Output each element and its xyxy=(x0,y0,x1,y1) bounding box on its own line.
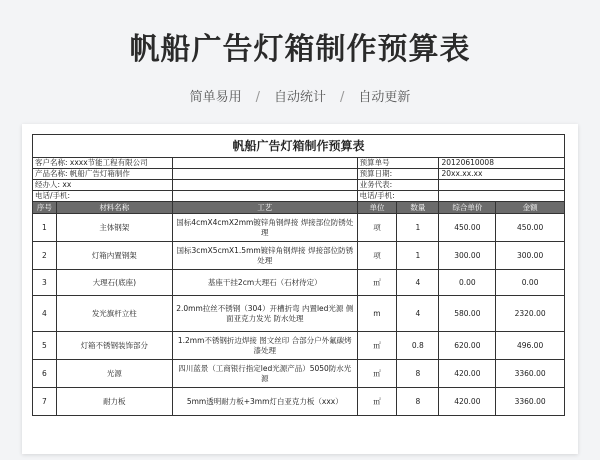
table-row xyxy=(33,214,565,242)
quantity: 1 xyxy=(397,214,439,242)
unit-price: 620.00 xyxy=(439,332,496,360)
table-header xyxy=(33,202,565,214)
info-label: 电话/手机: xyxy=(357,191,439,202)
unit: 项 xyxy=(357,242,397,270)
material-name: 耐力板 xyxy=(56,388,172,416)
info-row xyxy=(33,169,565,180)
material-name: 大理石(底座) xyxy=(56,270,172,296)
row-number: 4 xyxy=(33,296,57,332)
unit-price: 300.00 xyxy=(439,242,496,270)
table-row xyxy=(33,332,565,360)
row-number: 6 xyxy=(33,360,57,388)
info-row xyxy=(33,158,565,169)
row-number: 5 xyxy=(33,332,57,360)
column-header: 材料名称 xyxy=(56,202,172,214)
info-label: 电话/手机: xyxy=(33,191,173,202)
craft-description: 1.2mm不锈钢折边焊接 图文丝印 合部分户外氟碳烤漆处理 xyxy=(172,332,357,360)
craft-description: 2.0mm拉丝不锈钢（304）开槽折弯 内置led光源 侧面亚克力发光 防水处理 xyxy=(172,296,357,332)
info-value xyxy=(172,191,357,202)
page-title: 帆船广告灯箱制作预算表 xyxy=(129,32,471,67)
sheet-title: 帆船广告灯箱制作预算表 xyxy=(33,135,565,158)
material-name: 发光旗杆立柱 xyxy=(56,296,172,332)
unit: ㎡ xyxy=(357,270,397,296)
unit: 项 xyxy=(357,214,397,242)
feature-tag: 自动更新 xyxy=(358,90,411,105)
row-number: 1 xyxy=(33,214,57,242)
feature-tags xyxy=(0,86,600,105)
table-row xyxy=(33,360,565,388)
quantity: 8 xyxy=(397,388,439,416)
info-label: 预算日期: xyxy=(357,169,439,180)
amount: 3360.00 xyxy=(496,388,565,416)
info-row xyxy=(33,180,565,191)
budget-table xyxy=(32,134,565,416)
material-name: 光源 xyxy=(56,360,172,388)
unit-price: 420.00 xyxy=(439,360,496,388)
amount: 0.00 xyxy=(496,270,565,296)
table-row xyxy=(33,242,565,270)
quantity: 1 xyxy=(397,242,439,270)
amount: 496.00 xyxy=(496,332,565,360)
info-row xyxy=(33,191,565,202)
quantity: 8 xyxy=(397,360,439,388)
info-label: 产品名称: 帆船广告灯箱制作 xyxy=(33,169,173,180)
feature-tag: 自动统计 xyxy=(273,90,326,105)
row-number: 3 xyxy=(33,270,57,296)
quantity: 4 xyxy=(397,296,439,332)
info-value xyxy=(439,191,565,202)
info-label: 客户名称: xxxx节能工程有限公司 xyxy=(33,158,173,169)
column-header: 数量 xyxy=(397,202,439,214)
unit: m xyxy=(357,296,397,332)
unit: ㎡ xyxy=(357,360,397,388)
craft-description: 基座干挂2cm大理石（石材待定） xyxy=(172,270,357,296)
quantity: 4 xyxy=(397,270,439,296)
column-header: 工艺 xyxy=(172,202,357,214)
info-label: 业务代表: xyxy=(357,180,439,191)
info-value xyxy=(439,180,565,191)
table-row xyxy=(33,296,565,332)
feature-tag: 简单易用 xyxy=(189,90,242,105)
material-name: 主体钢架 xyxy=(56,214,172,242)
info-value xyxy=(172,158,357,169)
amount: 300.00 xyxy=(496,242,565,270)
amount: 2320.00 xyxy=(496,296,565,332)
info-value xyxy=(172,169,357,180)
tag-separator: / xyxy=(255,90,260,105)
info-value: 20120610008 xyxy=(439,158,565,169)
unit-price: 0.00 xyxy=(439,270,496,296)
spreadsheet-preview xyxy=(22,124,578,454)
info-label: 预算单号 xyxy=(357,158,439,169)
column-header: 序号 xyxy=(33,202,57,214)
unit-price: 420.00 xyxy=(439,388,496,416)
material-name: 灯箱内置钢架 xyxy=(56,242,172,270)
column-header: 单位 xyxy=(357,202,397,214)
column-header: 金额 xyxy=(496,202,565,214)
tag-separator: / xyxy=(340,90,345,105)
table-row xyxy=(33,388,565,416)
quantity: 0.8 xyxy=(397,332,439,360)
column-header: 综合单价 xyxy=(439,202,496,214)
row-number: 2 xyxy=(33,242,57,270)
info-value xyxy=(172,180,357,191)
craft-description: 四川蓝景（工商银行指定led光源产品）5050防水光源 xyxy=(172,360,357,388)
craft-description: 5mm透明耐力板+3mm灯白亚克力板（xxx） xyxy=(172,388,357,416)
row-number: 7 xyxy=(33,388,57,416)
unit: ㎡ xyxy=(357,332,397,360)
amount: 3360.00 xyxy=(496,360,565,388)
craft-description: 国标4cmX4cmX2mm镀锌角钢焊接 焊接部位防锈处理 xyxy=(172,214,357,242)
craft-description: 国标3cmX5cmX1.5mm镀锌角钢焊接 焊接部位防锈处理 xyxy=(172,242,357,270)
info-value: 20xx.xx.xx xyxy=(439,169,565,180)
table-row xyxy=(33,270,565,296)
unit-price: 580.00 xyxy=(439,296,496,332)
material-name: 灯箱不锈钢装饰部分 xyxy=(56,332,172,360)
info-label: 经办人: xx xyxy=(33,180,173,191)
unit: ㎡ xyxy=(357,388,397,416)
unit-price: 450.00 xyxy=(439,214,496,242)
amount: 450.00 xyxy=(496,214,565,242)
